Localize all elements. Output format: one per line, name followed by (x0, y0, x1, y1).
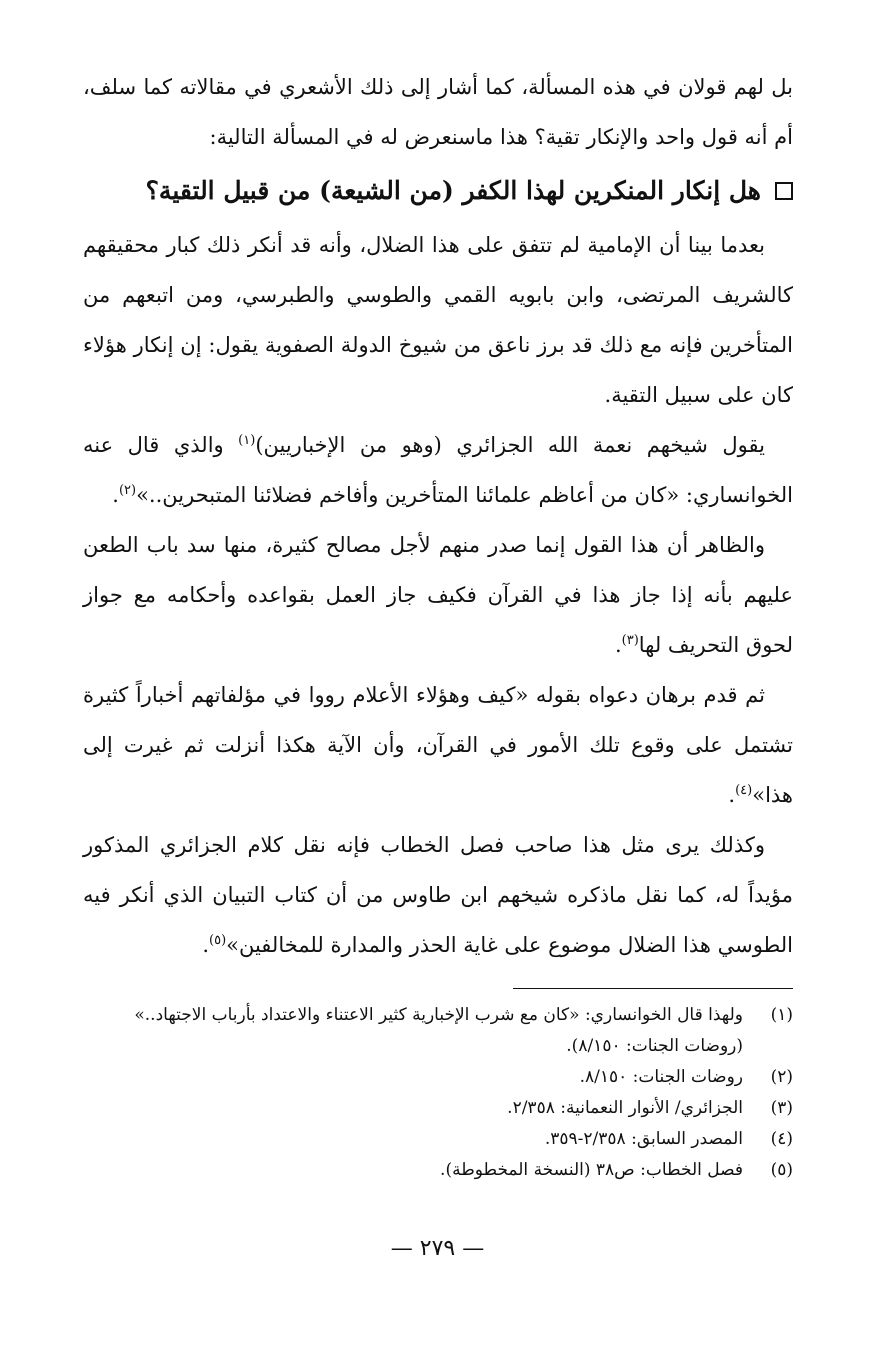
paragraph-6-end: . (202, 933, 209, 957)
paragraph-1-text: بل لهم قولان في هذه المسألة، كما أشار إلى ذلك الأشعري في مقالاته كما سلف، أم أنه قول واحد والإنكار تقية؟ هذا ماسنعرض له في المسألة التالية: (83, 75, 793, 149)
footnote-number: (٤) (770, 1129, 793, 1149)
paragraph-4 (83, 520, 793, 670)
footnote-text: روضات الجنات: ٨/١٥٠. (579, 1067, 743, 1087)
footnote-text: المصدر السابق: ٢/٣٥٨-٣٥٩. (544, 1129, 743, 1149)
paragraph-2-text: بعدما بينا أن الإمامية لم تتفق على هذا الضلال، وأنه قد أنكر ذلك كبار محقيقهم كالشريف المرتضى، وابن بابويه القمي والطوسي والطبرسي، ومن اتبعهم من المتأخرين فإنه مع ذلك قد برز ناعق من شيوخ الدولة الصفوية يقول: إن إنكار هؤلاء كان على سبيل التقية. (83, 233, 794, 407)
paragraph-3-text-b: والذي قال عنه الخوانساري: «كان من أعاظم علمائنا المتأخرين وأفاخم فضلائنا المتبحرين..» (83, 433, 793, 507)
footnote-ref-2: (٢) (118, 483, 137, 498)
paragraph-3-text-a: يقول شيخهم نعمة الله الجزائري (وهو من الإخباريين) (255, 433, 765, 457)
section-heading-text: هل إنكار المنكرين لهذا الكفر (من الشيعة) من قبيل التقية؟ (145, 176, 761, 205)
footnote-number: (٥) (770, 1160, 793, 1180)
footnote-item (83, 1093, 793, 1124)
footnote-ref-3: (٣) (621, 633, 639, 648)
footnote-ref-4: (٤) (735, 783, 753, 798)
footnote-number: (١) (770, 1005, 793, 1025)
footnote-divider (513, 988, 793, 989)
section-heading (83, 162, 793, 220)
paragraph-6 (83, 820, 793, 970)
footnote-item (83, 1000, 793, 1062)
square-bullet-icon (775, 182, 793, 200)
footnote-number: (٣) (770, 1098, 793, 1118)
paragraph-4-text: والظاهر أن هذا القول إنما صدر منهم لأجل مصالح كثيرة، منها سد باب الطعن عليهم بأنه إذا جاز هذا في القرآن فكيف جاز العمل بقواعده وأحكامه مع جواز لحوق التحريف لها (83, 533, 793, 657)
paragraph-3-end: . (112, 483, 119, 507)
footnote-text: الجزائري/ الأنوار النعمانية: ٢/٣٥٨. (507, 1098, 743, 1118)
footnotes (83, 1000, 793, 1186)
footnote-ref-5: (٥) (209, 933, 227, 948)
paragraph-4-end: . (614, 633, 622, 657)
footnote-item (83, 1124, 793, 1155)
paragraph-1 (83, 62, 793, 162)
footnote-text: ولهذا قال الخوانساري: «كان مع شرب الإخبارية كثير الاعتناء والاعتداد بأرباب الاجتهاد..» (روضات الجنات: ٨/١٥٠). (134, 1005, 743, 1056)
footnote-text: فصل الخطاب: ص٣٨ (النسخة المخطوطة). (440, 1160, 743, 1180)
paragraph-5-end: . (728, 783, 736, 807)
footnote-ref-1: (١) (238, 433, 256, 448)
page-number: — ٢٧٩ — (390, 1236, 485, 1261)
paragraph-5-text: ثم قدم برهان دعواه بقوله «كيف وهؤلاء الأعلام رووا في مؤلفاتهم أخباراً كثيرة تشتمل على وقوع تلك الأمور في القرآن، وأن الآية هكذا أنزلت ثم غيرت إلى هذا» (83, 683, 793, 807)
paragraph-6-text: وكذلك يرى مثل هذا صاحب فصل الخطاب فإنه نقل كلام الجزائري المذكور مؤيداً له، كما نقل ماذكره شيخهم ابن طاوس من أن كتاب التبيان الذي أنكر فيه الطوسي هذا الضلال موضوع على غاية الحذر والمدارة للمخالفين» (83, 833, 793, 957)
footnote-item (83, 1155, 793, 1186)
main-text (83, 62, 793, 970)
paragraph-5 (83, 670, 793, 820)
footnote-number: (٢) (770, 1067, 793, 1087)
paragraph-3 (83, 420, 793, 520)
paragraph-2 (83, 220, 793, 420)
footnote-item (83, 1062, 793, 1093)
